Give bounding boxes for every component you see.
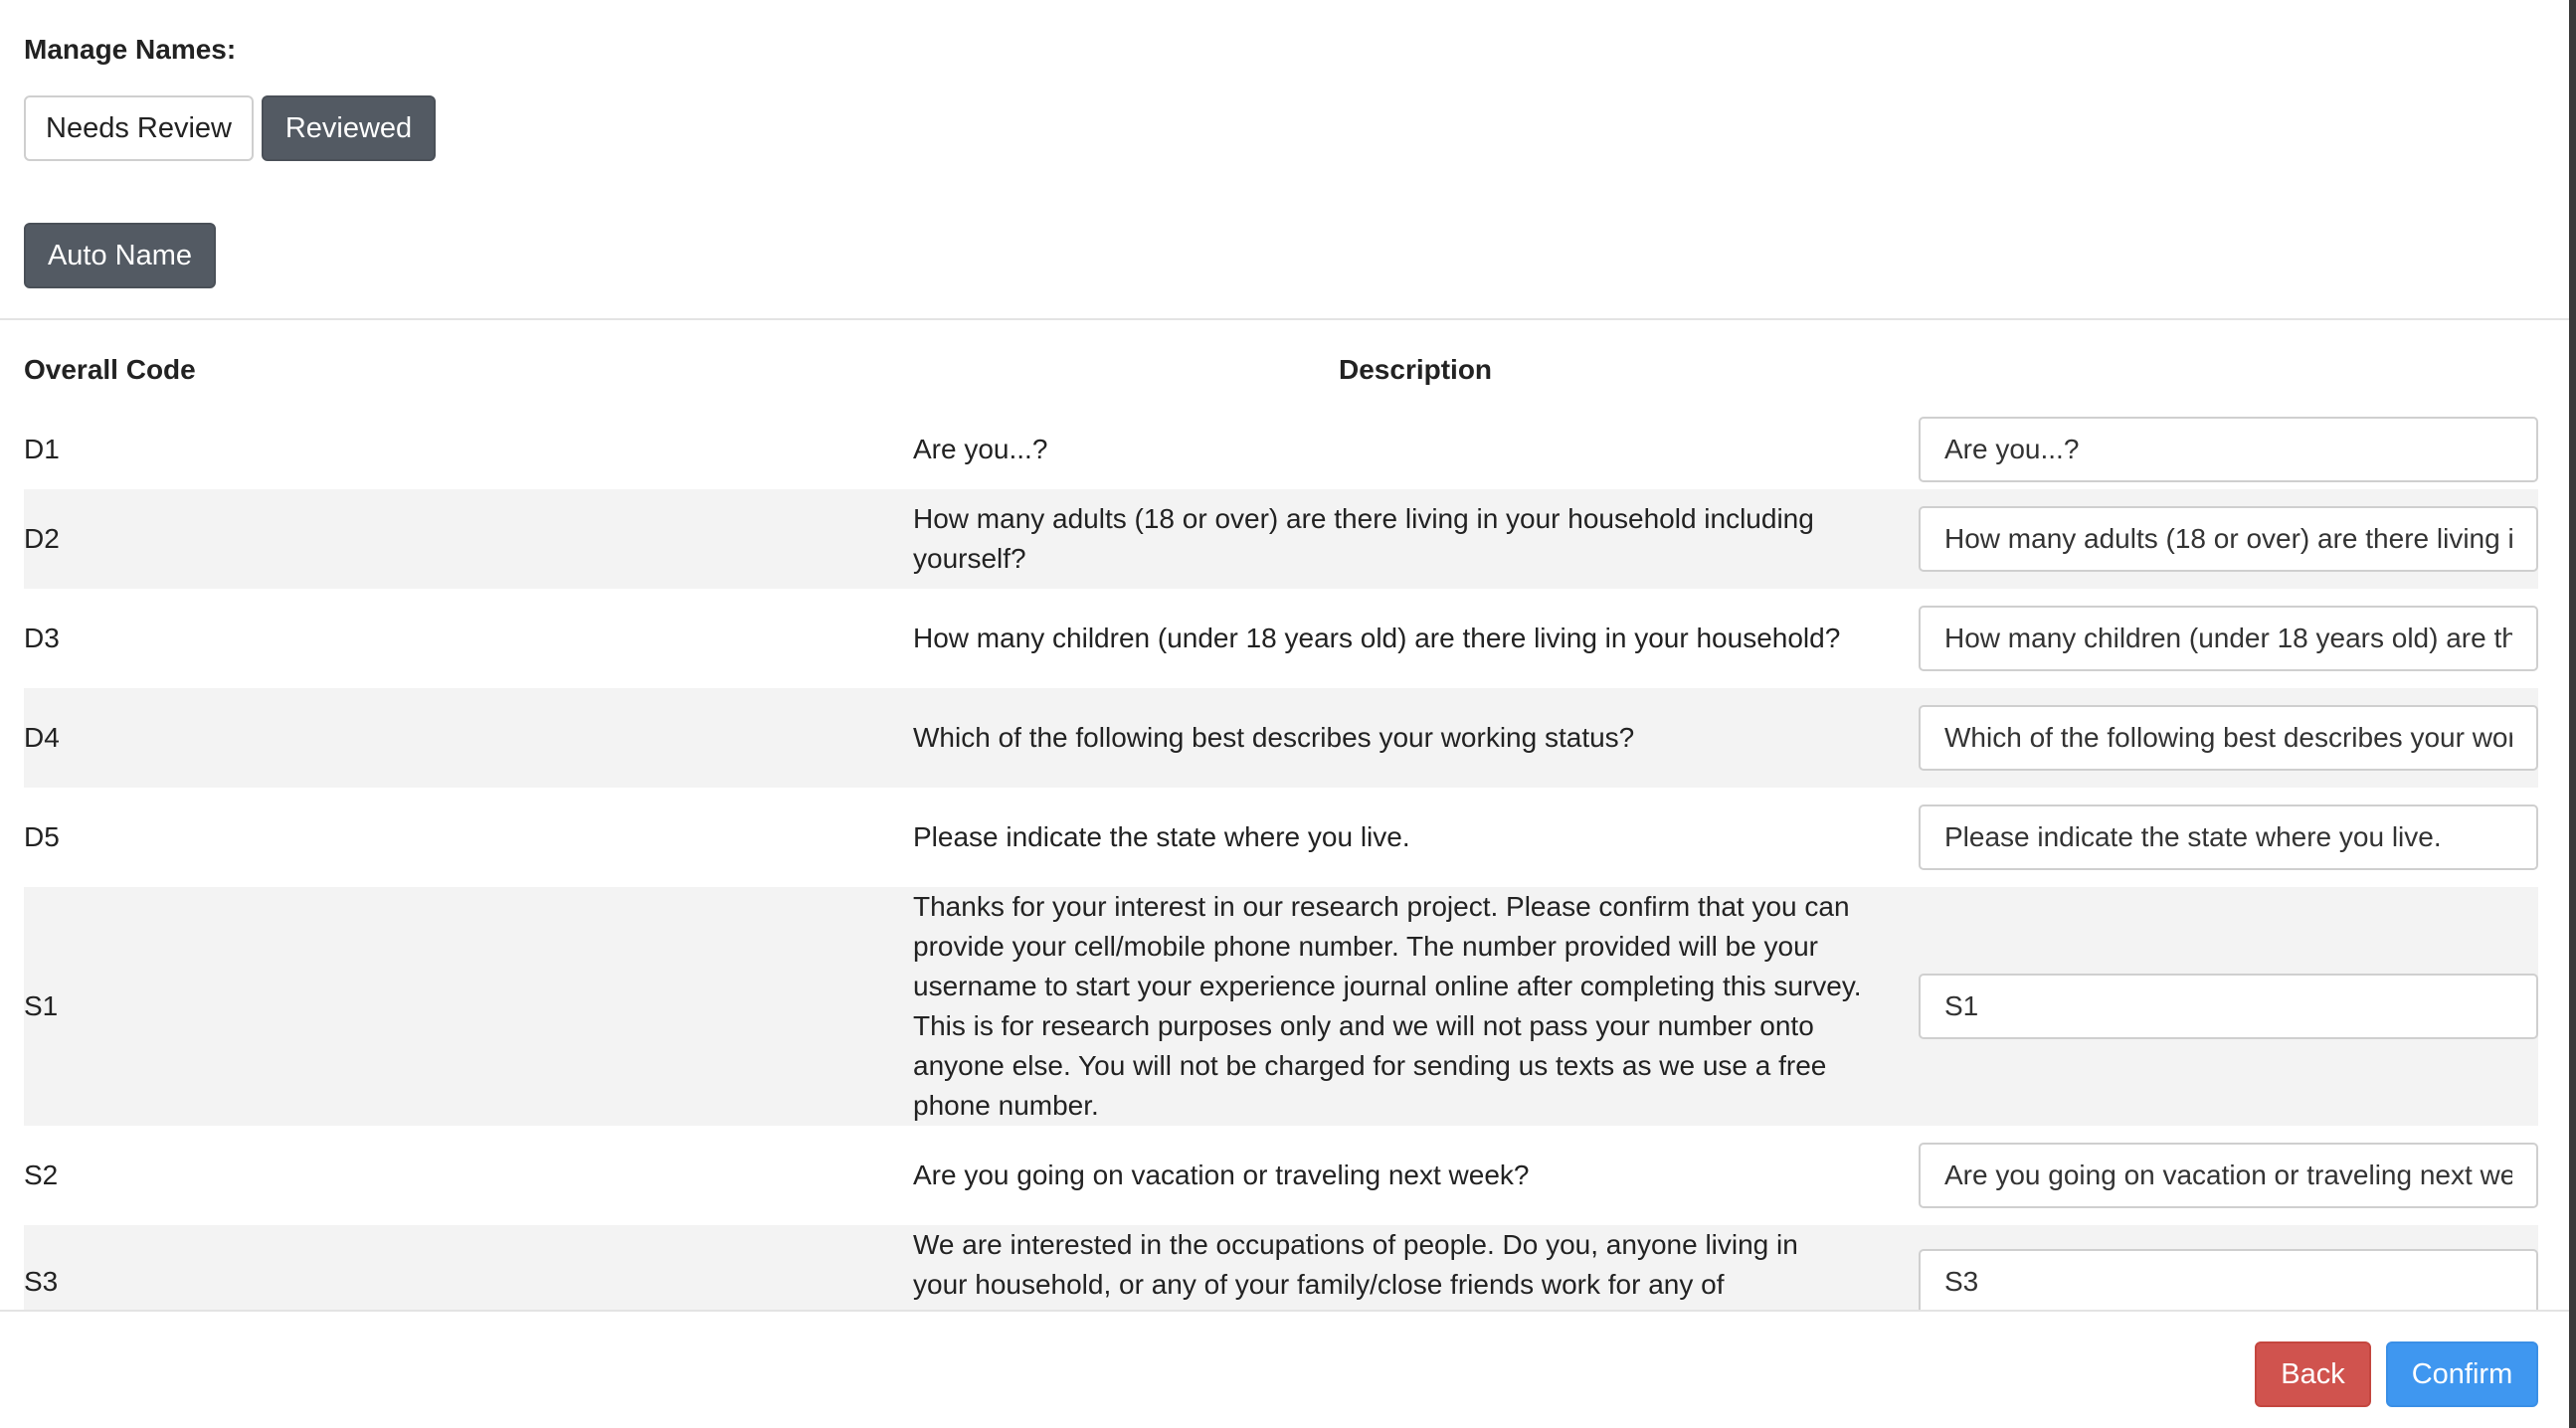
- manage-names-title: Manage Names:: [24, 34, 237, 65]
- row-description: Are you going on vacation or traveling next week?: [913, 1160, 1530, 1190]
- row-name-input[interactable]: [1919, 1143, 2538, 1208]
- table-row: [24, 688, 2538, 788]
- row-code: D1: [24, 434, 60, 464]
- modal-backdrop: [2569, 0, 2576, 1428]
- row-name-input[interactable]: [1919, 506, 2538, 572]
- row-code: D4: [24, 722, 60, 753]
- table-row: [24, 489, 2538, 589]
- row-description: We are interested in the occupations of people. Do you, anyone living in your household, or any of your family/close friends work for any of: [913, 1229, 1798, 1300]
- modal-header: [0, 0, 2569, 318]
- row-description: How many children (under 18 years old) are there living in your household?: [913, 623, 1841, 653]
- row-code: D5: [24, 821, 60, 852]
- needs-review-button[interactable]: Needs Review: [24, 95, 254, 161]
- row-code: D2: [24, 523, 60, 554]
- row-description: Thanks for your interest in our research project. Please confirm that you can provide your cell/mobile phone number. The number provided will be your username to start your experience journal online after completing this survey. This is for research purposes only and we will not pass your number onto anyone else. You will not be charged for sending us texts as we use a free phone number.: [913, 891, 1862, 1121]
- table-row: [24, 589, 2538, 688]
- row-code: S2: [24, 1160, 59, 1190]
- table-header-row: [0, 320, 2569, 400]
- row-code: S1: [24, 990, 59, 1021]
- row-description: Please indicate the state where you live.: [913, 821, 1410, 852]
- auto-name-button[interactable]: Auto Name: [24, 223, 216, 288]
- column-header-description: Description: [1339, 354, 1493, 385]
- row-name-input[interactable]: [1919, 1249, 2538, 1310]
- reviewed-button[interactable]: Reviewed: [262, 95, 436, 161]
- table-row: [24, 1225, 2538, 1310]
- row-name-input[interactable]: [1919, 417, 2538, 482]
- row-name-input[interactable]: [1919, 705, 2538, 771]
- row-name-input[interactable]: [1919, 606, 2538, 671]
- row-name-input[interactable]: [1919, 974, 2538, 1039]
- column-header-overall-code: Overall Code: [24, 354, 196, 385]
- table-row: [24, 788, 2538, 887]
- table-row: [24, 1126, 2538, 1225]
- row-description: Which of the following best describes your working status?: [913, 722, 1635, 753]
- table-row: [24, 400, 2538, 499]
- row-description: Are you...?: [913, 434, 1048, 464]
- row-code: S3: [24, 1266, 59, 1297]
- table-row: [24, 887, 2538, 1126]
- row-description: How many adults (18 or over) are there living in your household including yourself?: [913, 503, 1814, 574]
- modal-footer: [0, 1310, 2569, 1428]
- confirm-button[interactable]: Confirm: [2386, 1341, 2538, 1407]
- back-button[interactable]: Back: [2255, 1341, 2371, 1407]
- row-code: D3: [24, 623, 60, 653]
- names-table[interactable]: [0, 320, 2569, 1310]
- row-name-input[interactable]: [1919, 804, 2538, 870]
